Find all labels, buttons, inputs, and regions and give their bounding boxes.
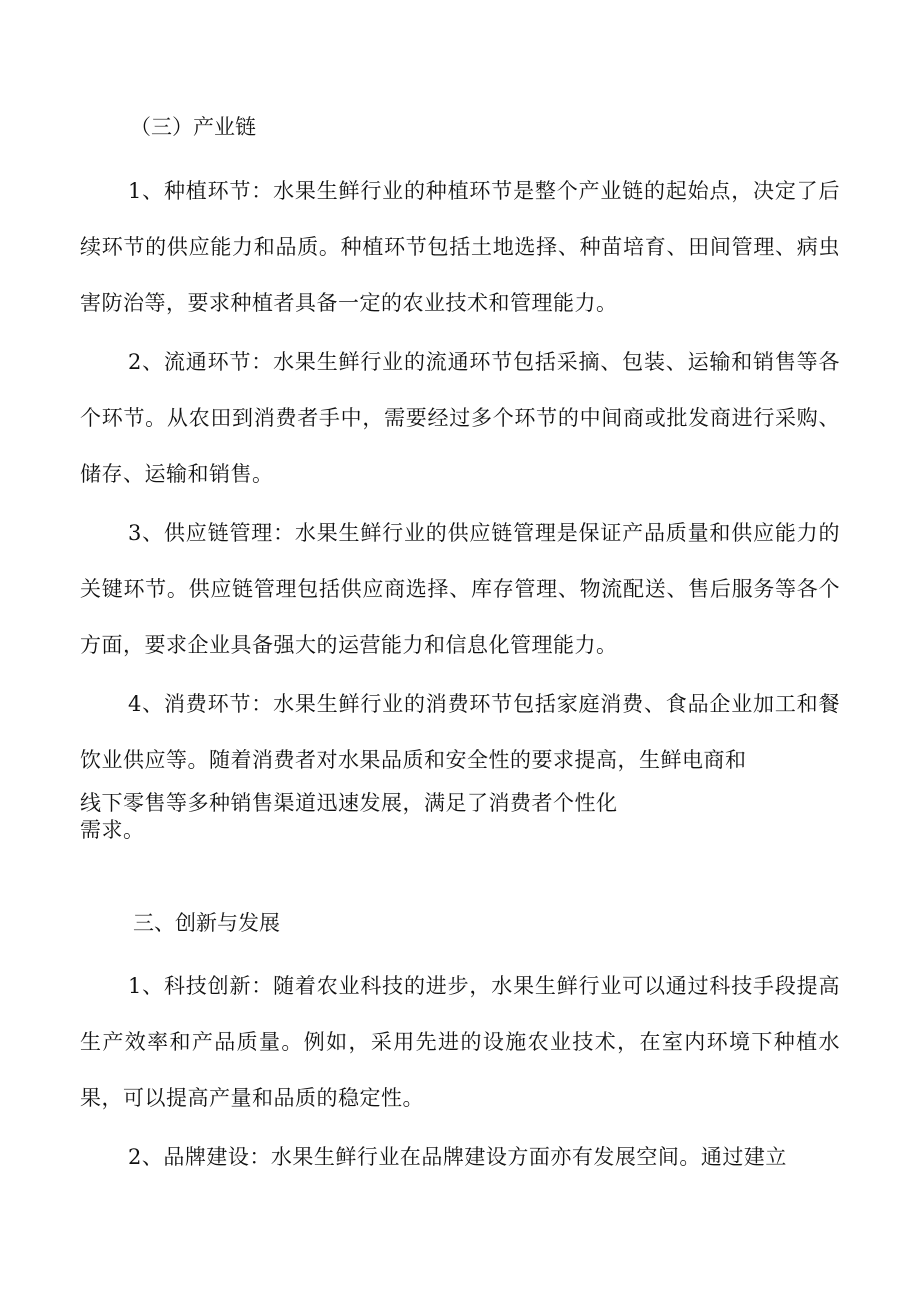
paragraph-tech-innovation: 1、科技创新：随着农业科技的进步，水果生鲜行业可以通过科技手段提高生产效率和产品质量。例如，采用先进的设施农业技术，在室内环境下种植水果，可以提高产量和品质的稳定性。: [80, 974, 840, 1110]
paragraph-planting: 1、种植环节：水果生鲜行业的种植环节是整个产业链的起始点，决定了后续环节的供应能力和品质。种植环节包括土地选择、种苗培育、田间管理、病虫害防治等，要求种植者具备一定的农业技术和管理能力。: [80, 179, 840, 315]
paragraph-consumption-tail: 需求。: [80, 818, 145, 842]
paragraph-consumption: 4、消费环节：水果生鲜行业的消费环节包括家庭消费、食品企业加工和餐饮业供应等。随着消费者对水果品质和安全性的要求提高，生鲜电商和: [80, 692, 840, 772]
paragraph-consumption-line: 线下零售等多种销售渠道迅速发展，满足了消费者个性化: [80, 791, 618, 815]
sub-heading: （三）产业链: [130, 115, 256, 139]
paragraph-supply-chain: 3、供应链管理：水果生鲜行业的供应链管理是保证产品质量和供应能力的关键环节。供应链管理包括供应商选择、库存管理、物流配送、售后服务等各个方面，要求企业具备强大的运营能力和信息化管理能力。: [80, 521, 840, 657]
section-heading: 三、创新与发展: [133, 911, 280, 935]
paragraph-circulation: 2、流通环节：水果生鲜行业的流通环节包括采摘、包装、运输和销售等各个环节。从农田到消费者手中，需要经过多个环节的中间商或批发商进行采购、储存、运输和销售。: [80, 350, 840, 486]
paragraph-brand-building: 2、品牌建设：水果生鲜行业在品牌建设方面亦有发展空间。通过建立: [128, 1145, 787, 1169]
